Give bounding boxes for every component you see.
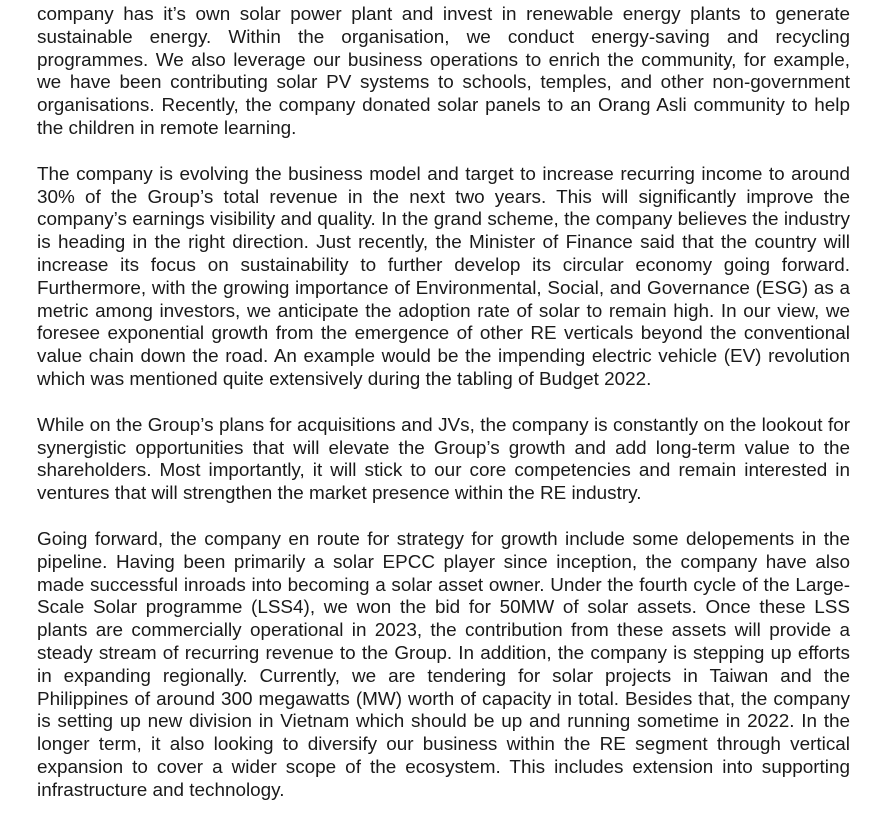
paragraph-sustainability: company has it’s own solar power plant and invest in renewable energy plants to generate sustainable energy. Within the organisation, we conduct energy-saving and recycling programmes. We also leverage our business operations to enrich the community, for example, we have been contributing solar PV systems to schools, temples, and other non-government organisations. Recently, the company donated solar panels to an Orang Asli community to help the children in remote learning. bbox=[37, 4, 850, 139]
paragraph-growth-strategy: Going forward, the company en route for strategy for growth include some delopements in the pipeline. Having been primarily a solar EPCC player since inception, the company have also made successful inroads into becoming a solar asset owner. Under the fourth cycle of the Large-Scale Solar programme (LSS4), we won the bid for 50MW of solar assets. Once these LSS plants are commercially operational in 2023, the contribution from these assets will provide a steady stream of recurring revenue to the Group. In addition, the company is stepping up efforts in expanding regionally. Currently, we are tendering for solar projects in Taiwan and the Philippines of around 300 megawatts (MW) worth of capacity in total. Besides that, the company is setting up new division in Vietnam which should be up and running sometime in 2022. In the longer term, it also looking to diversify our business within the RE segment through vertical expansion to cover a wider scope of the ecosystem. This includes extension into supporting infrastructure and technology. bbox=[37, 528, 850, 801]
paragraph-acquisitions: While on the Group’s plans for acquisitions and JVs, the company is constantly on the lookout for synergistic opportunities that will elevate the Group’s growth and add long-term value to the shareholders. Most importantly, it will stick to our core competencies and remain interested in ventures that will strengthen the market presence within the RE industry. bbox=[37, 414, 850, 505]
paragraph-recurring-income: The company is evolving the business model and target to increase recurring income to around 30% of the Group’s total revenue in the next two years. This will significantly improve the company’s earnings visibility and quality. In the grand scheme, the company believes the industry is heading in the right direction. Just recently, the Minister of Finance said that the country will increase its focus on sustainability to further develop its circular economy going forward. Furthermore, with the growing importance of Environmental, Social, and Governance (ESG) as a metric among investors, we anticipate the adoption rate of solar to remain high. In our view, we foresee exponential growth from the emergence of other RE verticals beyond the conventional value chain down the road. An example would be the impending electric vehicle (EV) revolution which was mentioned quite extensively during the tabling of Budget 2022. bbox=[37, 163, 850, 390]
document-body bbox=[37, 0, 850, 826]
